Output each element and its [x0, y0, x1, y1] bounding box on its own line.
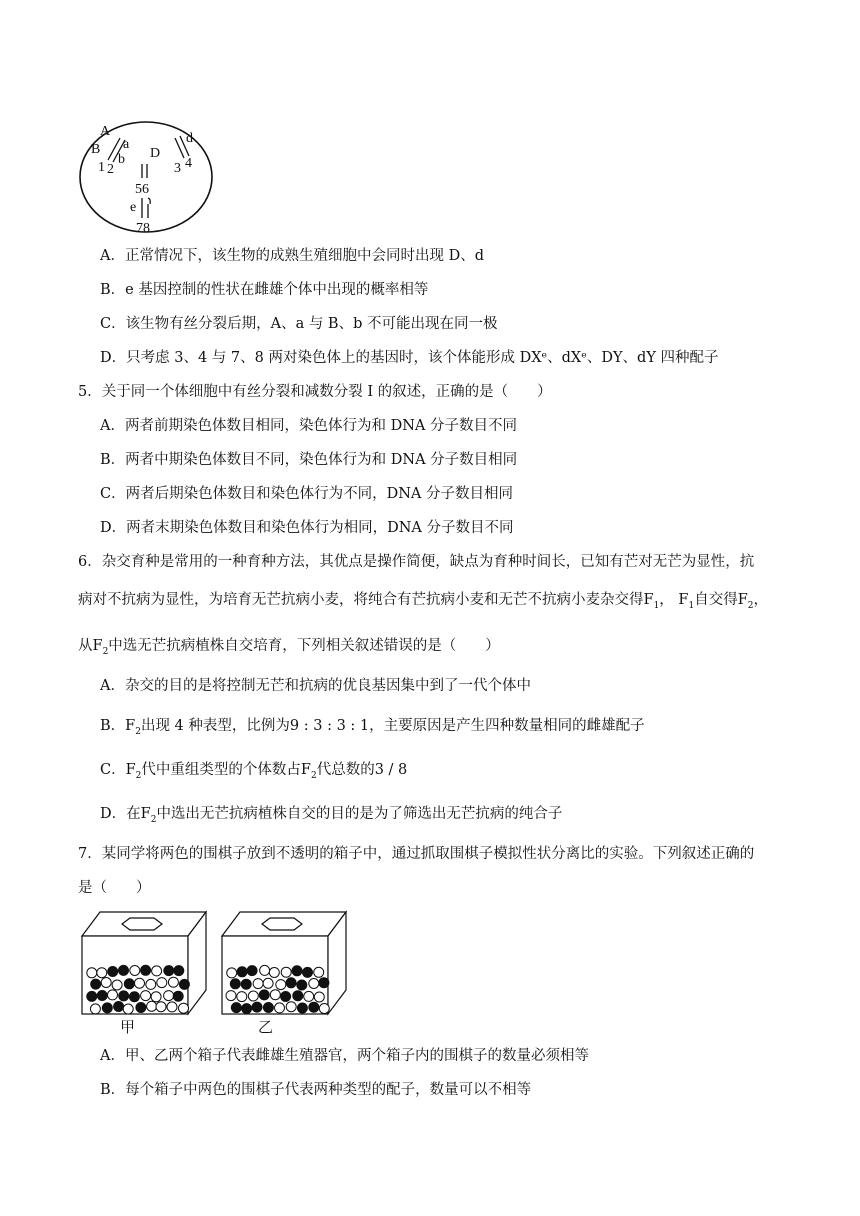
label-D: D — [150, 146, 161, 161]
go-stone — [129, 992, 139, 1002]
go-stone — [156, 1002, 166, 1012]
chromosome-cell-figure — [78, 120, 214, 236]
label-1: 1 — [98, 160, 105, 175]
q5-option-d: D．两者末期染色体数目和染色体行为相同，DNA 分子数目不同 — [100, 520, 514, 536]
go-stone — [157, 978, 167, 988]
go-stone — [292, 966, 302, 976]
go-stone — [119, 965, 129, 975]
go-stone — [101, 978, 111, 988]
q6-stem-line1: 6．杂交育种是常用的一种育种方法，其优点是操作简便，缺点为育种时间长，已知有芒对无芒为显性，抗 — [78, 554, 755, 570]
q6-option-d: D．在$F_2$中选出无芒抗病植株自交的目的是为了筛选出无芒抗病的纯合子 — [100, 806, 563, 825]
q6-stem-text: 从 — [78, 638, 93, 654]
label-d: d — [186, 131, 193, 146]
q6-stem-text: 中选无芒抗病植株自交培育，下列相关叙述错误的是（ ） — [108, 638, 500, 654]
go-stone — [136, 1003, 146, 1013]
label-4: 4 — [185, 156, 192, 171]
go-stone — [281, 967, 291, 977]
go-stone — [108, 967, 118, 977]
go-stone — [87, 968, 97, 978]
go-stone — [263, 1003, 273, 1013]
go-stone — [270, 990, 280, 1000]
f2-symbol: $F_2$ — [300, 762, 317, 781]
go-stone — [314, 992, 324, 1002]
go-stone — [253, 979, 263, 989]
go-stone — [124, 979, 134, 989]
label-56: 56 — [135, 182, 149, 197]
q6-stem-text: 自交得 — [694, 592, 738, 608]
label-jia: 甲 — [120, 1018, 136, 1036]
f2-symbol: $F_2$ — [125, 718, 141, 737]
q6-stem-line3 — [78, 636, 500, 662]
q5-option-b: B．两者中期染色体数目不同，染色体行为和 DNA 分子数目相同 — [100, 452, 518, 468]
box-jia — [82, 912, 206, 1014]
go-stone — [269, 968, 279, 978]
go-stone — [119, 991, 129, 1001]
go-stone-boxes-figure — [78, 908, 348, 1036]
label-b: b — [118, 152, 125, 167]
go-stone — [241, 979, 251, 989]
go-stone — [130, 966, 140, 976]
go-stone — [303, 967, 313, 977]
go-stone — [97, 991, 107, 1001]
go-stone — [237, 967, 247, 977]
go-stone — [164, 966, 174, 976]
label-e: e — [130, 200, 137, 215]
go-stone — [167, 1002, 177, 1012]
go-stone — [226, 991, 236, 1001]
go-stone — [230, 979, 240, 989]
go-stone — [173, 991, 183, 1001]
go-stone — [286, 1002, 296, 1012]
f1-symbol: $F_1$ — [678, 592, 695, 611]
q6-stem-text: 病对不抗病为显性，为培育无芒抗病小麦，将纯合有芒抗病小麦和无芒不抗病小麦杂交得 — [78, 592, 644, 608]
go-stone — [263, 978, 273, 988]
go-stone — [297, 980, 307, 990]
f2-symbol: $F_2$ — [140, 806, 157, 825]
go-stone — [281, 992, 291, 1002]
go-stone — [297, 1003, 307, 1013]
go-stone — [242, 1004, 252, 1014]
go-stone — [147, 1001, 157, 1011]
go-stone — [179, 979, 189, 989]
f2-symbol: $F_2$ — [92, 638, 109, 657]
go-stone — [87, 991, 97, 1001]
go-stone — [179, 1003, 189, 1013]
ratio: 9 : 3 : 3 : 1 — [289, 718, 370, 734]
f1-symbol: $F_1$ — [643, 592, 660, 611]
label-2: 2 — [107, 162, 114, 177]
go-stone — [112, 980, 122, 990]
go-stone — [309, 1002, 319, 1012]
go-stone — [309, 979, 319, 989]
label-yi: 乙 — [258, 1018, 274, 1036]
go-stone — [90, 1004, 100, 1014]
go-stone — [248, 991, 258, 1001]
go-stone — [151, 992, 161, 1002]
q7-option-a: A．甲、乙两个箱子代表雌雄生殖器官，两个箱子内的围棋子的数量必须相等 — [100, 1048, 589, 1064]
label-A: A — [100, 124, 111, 139]
go-stone — [304, 991, 314, 1001]
go-stone — [135, 978, 145, 988]
box-yi — [222, 912, 346, 1014]
go-stone — [227, 968, 237, 978]
go-stone — [247, 966, 257, 976]
label-a: a — [123, 137, 130, 152]
go-stone — [174, 966, 184, 976]
go-stone — [102, 1003, 112, 1013]
q4-option-a: A．正常情况下，该生物的成熟生殖细胞中会同时出现 D、d — [100, 248, 484, 264]
go-stone — [237, 992, 247, 1002]
q4-option-c: C．该生物有丝分裂后期，A、a 与 B、b 不可能出现在同一极 — [100, 316, 498, 332]
go-stone — [168, 977, 178, 987]
f2-symbol: $F_2$ — [125, 762, 142, 781]
label-B: B — [91, 142, 101, 157]
go-stone — [141, 991, 151, 1001]
go-stone — [97, 968, 107, 978]
go-stone — [252, 1002, 262, 1012]
go-stone — [314, 967, 324, 977]
q6-stem-line2: 病对不抗病为显性，为培育无芒抗病小麦，将纯合有芒抗病小麦和无芒不抗病小麦杂交得$F_1$， $F_1$自交得$F_2$， — [78, 592, 768, 611]
go-stone — [260, 965, 270, 975]
go-stone — [91, 979, 101, 989]
q6-option-b: B．$F_2$出现 4 种表型，比例为9 : 3 : 3 : 1，主要原因是产生四种数量相同的雌雄配子 — [100, 718, 645, 737]
f2-symbol: $F_2$ — [737, 592, 754, 611]
q4-option-d: D．只考虑 3、4 与 7、8 两对染色体上的基因时，该个体能形成 DXᵉ、dXᵉ、DY、dY 四种配子 — [100, 350, 719, 366]
go-stone — [286, 978, 296, 988]
q5-option-a: A．两者前期染色体数目相同，染色体行为和 DNA 分子数目不同 — [100, 418, 517, 434]
q7-stem-line1: 7．某同学将两色的围棋子放到不透明的箱子中，通过抓取围棋子模拟性状分离比的实验。下列叙述正确的 — [78, 846, 755, 862]
q6-option-a: A．杂交的目的是将控制无芒和抗病的优良基因集中到了一代个体中 — [100, 678, 531, 694]
q7-stem-line2: 是（ ） — [78, 880, 151, 896]
fraction: 3 / 8 — [374, 762, 408, 778]
go-stone — [231, 1003, 241, 1013]
go-stone — [114, 1002, 124, 1012]
q5-option-c: C．两者后期染色体数目和染色体行为不同，DNA 分子数目相同 — [100, 486, 513, 502]
go-stone — [164, 991, 174, 1001]
go-stone — [319, 978, 329, 988]
label-3: 3 — [174, 161, 181, 176]
q6-option-c: C．$F_2$代中重组类型的个体数占$F_2$代总数的3 / 8 — [100, 762, 408, 781]
go-stone — [319, 1004, 329, 1014]
q5-stem: 5．关于同一个体细胞中有丝分裂和减数分裂 I 的叙述，正确的是（ ） — [78, 384, 552, 400]
label-78: 78 — [136, 221, 150, 236]
go-stone — [141, 965, 151, 975]
go-stone — [146, 979, 156, 989]
go-stone — [276, 980, 286, 990]
go-stone — [152, 966, 162, 976]
go-stone — [123, 1004, 133, 1014]
go-stone — [108, 990, 118, 1000]
q4-option-b: B．e 基因控制的性状在雌雄个体中出现的概率相等 — [100, 282, 429, 298]
q7-option-b: B．每个箱子中两色的围棋子代表两种类型的配子，数量可以不相等 — [100, 1082, 532, 1098]
go-stone — [259, 990, 269, 1000]
go-stone — [275, 1003, 285, 1013]
go-stone — [293, 991, 303, 1001]
